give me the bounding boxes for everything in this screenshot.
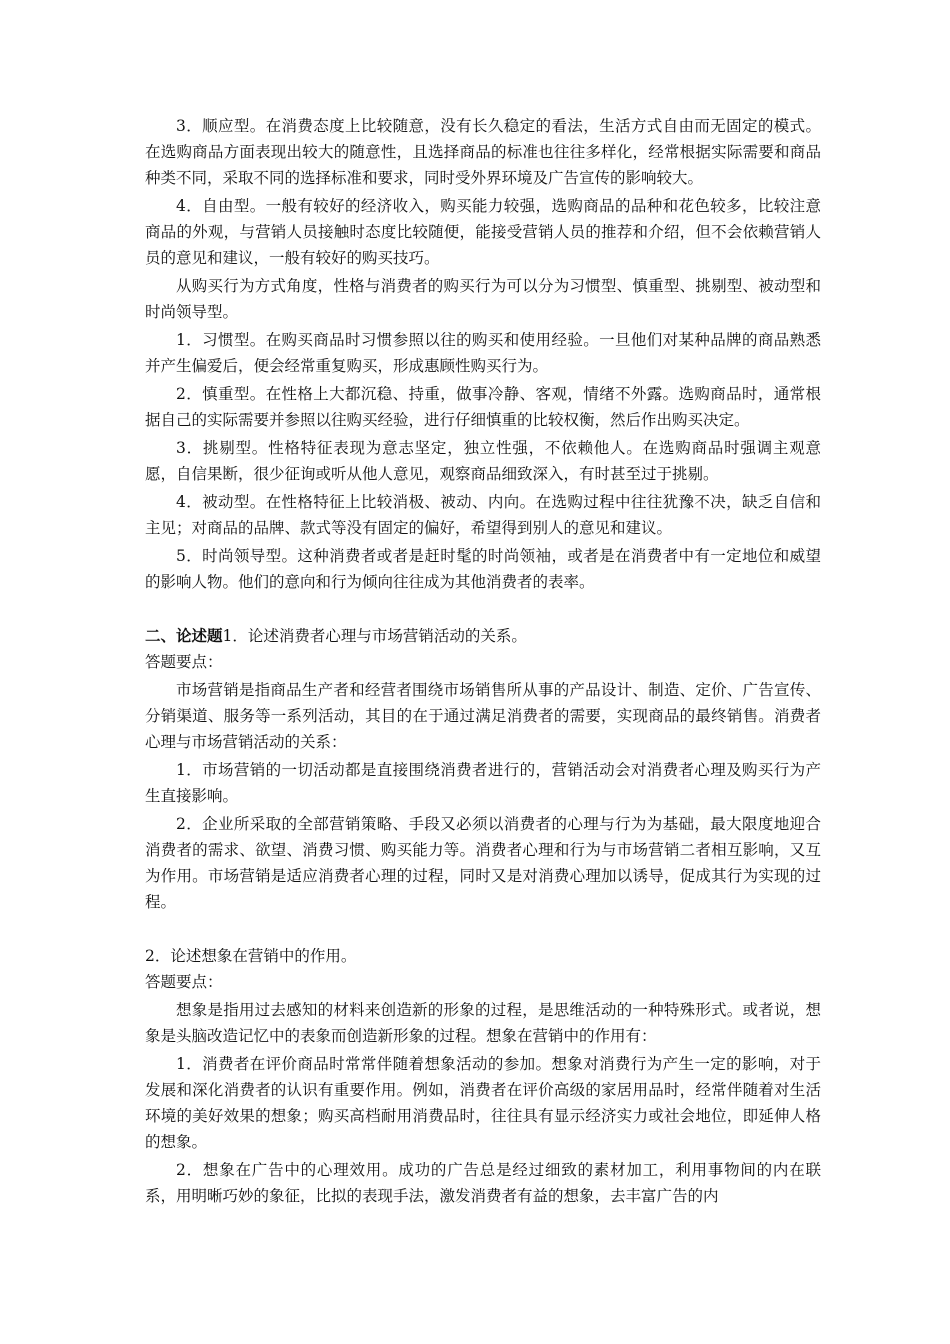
section-heading: 二、论述题 [145,626,223,645]
spacer [145,917,821,943]
document-body [145,113,821,1211]
answer-label-1: 答题要点： [145,653,223,671]
paragraph-conformist-type: 3．顺应型。在消费态度上比较随意，没有长久稳定的看法，生活方式自由而无固定的模式。在选购商品方面表现出较大的随意性，且选择商品的标准也往往多样化，经常根据实际需要和商品种类不同，采取不同的选择标准和要求，同时受外界环境及广告宣传的影响较大。 [145,117,821,187]
spacer [145,597,821,623]
q2-paragraph-1: 想象是指用过去感知的材料来创造新的形象的过程，是思维活动的一种特殊形式。或者说，想象是头脑改造记忆中的表象而创造新形象的过程。想象在营销中的作用有： [145,1001,821,1045]
paragraph-free-type: 4．自由型。一般有较好的经济收入，购买能力较强，选购商品的品种和花色较多，比较注意商品的外观，与营销人员接触时态度比较随便，能接受营销人员的推荐和介绍，但不会依赖营销人员的意见和建议，一般有较好的购买技巧。 [145,197,821,267]
q1-paragraph-3: 2．企业所采取的全部营销策略、手段又必须以消费者的心理与行为为基础，最大限度地迎合消费者的需求、欲望、消费习惯、购买能力等。消费者心理和行为与市场营销二者相互影响，又互为作用。市场营销是适应消费者心理的过程，同时又是对消费心理加以诱导，促成其行为实现的过程。 [145,815,821,911]
question-2-title: 2．论述想象在营销中的作用。 [145,947,357,965]
answer-label-2: 答题要点： [145,973,223,991]
question-1-line [145,623,821,649]
q2-paragraph-3: 2．想象在广告中的心理效用。成功的广告总是经过细致的素材加工，利用事物间的内在联系，用明晰巧妙的象征，比拟的表现手法，激发消费者有益的想象，去丰富广告的内 [145,1161,821,1205]
paragraph-purchase-behavior-intro: 从购买行为方式角度，性格与消费者的购买行为可以分为习惯型、慎重型、挑剔型、被动型和时尚领导型。 [145,277,821,321]
q2-paragraph-2: 1．消费者在评价商品时常常伴随着想象活动的参加。想象对消费行为产生一定的影响，对于发展和深化消费者的认识有重要作用。例如，消费者在评价高级的家居用品时，经常伴随着对生活环境的美好效果的想象；购买高档耐用消费品时，往往具有显示经济实力或社会地位，即延伸人格的想象。 [145,1055,821,1151]
paragraph-passive-type: 4．被动型。在性格特征上比较消极、被动、内向。在选购过程中往往犹豫不决，缺乏自信和主见；对商品的品牌、款式等没有固定的偏好，希望得到别人的意见和建议。 [145,493,821,537]
paragraph-cautious-type: 2．慎重型。在性格上大都沉稳、持重，做事冷静、客观，情绪不外露。选购商品时，通常根据自己的实际需要并参照以往购买经验，进行仔细慎重的比较权衡，然后作出购买决定。 [145,385,821,429]
paragraph-fashion-leader-type: 5．时尚领导型。这种消费者或者是赶时髦的时尚领袖，或者是在消费者中有一定地位和威望的影响人物。他们的意向和行为倾向往往成为其他消费者的表率。 [145,547,821,591]
q1-paragraph-2: 1．市场营销的一切活动都是直接围绕消费者进行的，营销活动会对消费者心理及购买行为产生直接影响。 [145,761,821,805]
paragraph-picky-type: 3．挑剔型。性格特征表现为意志坚定，独立性强，不依赖他人。在选购商品时强调主观意愿，自信果断，很少征询或听从他人意见，观察商品细致深入，有时甚至过于挑剔。 [145,439,821,483]
paragraph-habitual-type: 1．习惯型。在购买商品时习惯参照以往的购买和使用经验。一旦他们对某种品牌的商品熟悉并产生偏爱后，便会经常重复购买，形成惠顾性购买行为。 [145,331,821,375]
question-1-title: 1．论述消费者心理与市场营销活动的关系。 [222,627,527,645]
q1-paragraph-1: 市场营销是指商品生产者和经营者围绕市场销售所从事的产品设计、制造、定价、广告宣传、分销渠道、服务等一系列活动，其目的在于通过满足消费者的需要，实现商品的最终销售。消费者心理与市场营销活动的关系： [145,681,821,751]
